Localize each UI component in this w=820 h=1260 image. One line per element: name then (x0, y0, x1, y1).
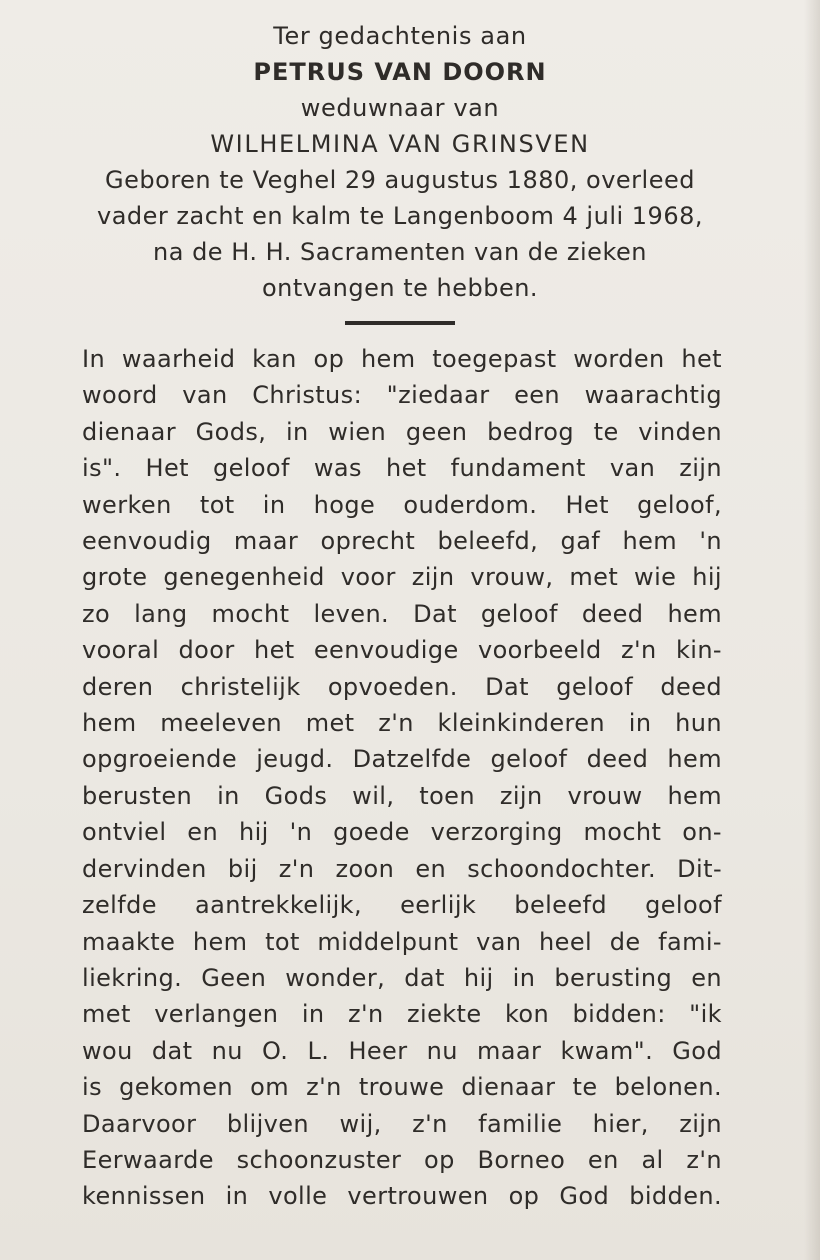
eulogy-line: met verlangen in z'n ziekte kon bidden: "ik (82, 1000, 722, 1029)
bio-line-1: Geboren te Veghel 29 augustus 1880, overleed (105, 166, 695, 194)
eulogy-line: zelfde aantrekkelijk, eerlijk beleefd geloof (82, 891, 722, 920)
eulogy-line: grote genegenheid voor zijn vrouw, met wie hij (82, 563, 722, 592)
eulogy-line: opgroeiende jeugd. Datzelfde geloof deed hem (82, 745, 722, 774)
eulogy-line: ontviel en hij 'n goede verzorging mocht on- (82, 818, 722, 847)
bio-line-2: vader zacht en kalm te Langenboom 4 juli 1968, (97, 202, 703, 230)
eulogy-line: wou dat nu O. L. Heer nu maar kwam". God (82, 1036, 722, 1065)
eulogy-line: maakte hem tot middelpunt van heel de fami- (82, 927, 722, 956)
eulogy-line: is". Het geloof was het fundament van zijn (82, 454, 722, 483)
eulogy-line: dervinden bij z'n zoon en schoondochter. Dit- (82, 854, 722, 883)
eulogy-line: vooral door het eenvoudige voorbeeld z'n kin- (82, 636, 722, 665)
eulogy-line: deren christelijk opvoeden. Dat geloof deed (82, 672, 722, 701)
eulogy-line: berusten in Gods wil, toen zijn vrouw hem (82, 781, 722, 810)
spouse-name: WILHELMINA VAN GRINSVEN (210, 130, 590, 158)
eulogy-line: werken tot in hoge ouderdom. Het geloof, (82, 490, 722, 519)
eulogy-line: is gekomen om z'n trouwe dienaar te belonen. (82, 1073, 722, 1102)
eulogy-line: Eerwaarde schoonzuster op Borneo en al z'n (82, 1145, 722, 1174)
dedication-line: Ter gedachtenis aan (273, 22, 527, 50)
eulogy-line: In waarheid kan op hem toegepast worden het (82, 345, 722, 373)
eulogy-text (82, 341, 722, 1215)
eulogy-line: zo lang mocht leven. Dat geloof deed hem (82, 599, 722, 628)
eulogy-line: eenvoudig maar oprecht beleefd, gaf hem 'n (82, 527, 722, 556)
eulogy-line: woord van Christus: "ziedaar een waarachtig (82, 381, 722, 410)
deceased-name: PETRUS VAN DOORN (253, 58, 547, 86)
card-edge-shadow (804, 0, 820, 1260)
eulogy-line: dienaar Gods, in wien geen bedrog te vinden (82, 417, 722, 446)
bio-line-3: na de H. H. Sacramenten van de zieken (153, 238, 647, 266)
eulogy-line: liekring. Geen wonder, dat hij in berusting en (82, 963, 722, 992)
eulogy-line: hem meeleven met z'n kleinkinderen in hun (82, 709, 722, 738)
card-header (60, 18, 740, 306)
eulogy-line: kennissen in volle vertrouwen op God bidden. (82, 1182, 722, 1211)
bio-line-4: ontvangen te hebben. (261, 274, 539, 302)
divider-rule (345, 321, 455, 325)
widower-of-line: weduwnaar van (300, 94, 500, 122)
eulogy-line: Daarvoor blijven wij, z'n familie hier, zijn (82, 1109, 722, 1138)
